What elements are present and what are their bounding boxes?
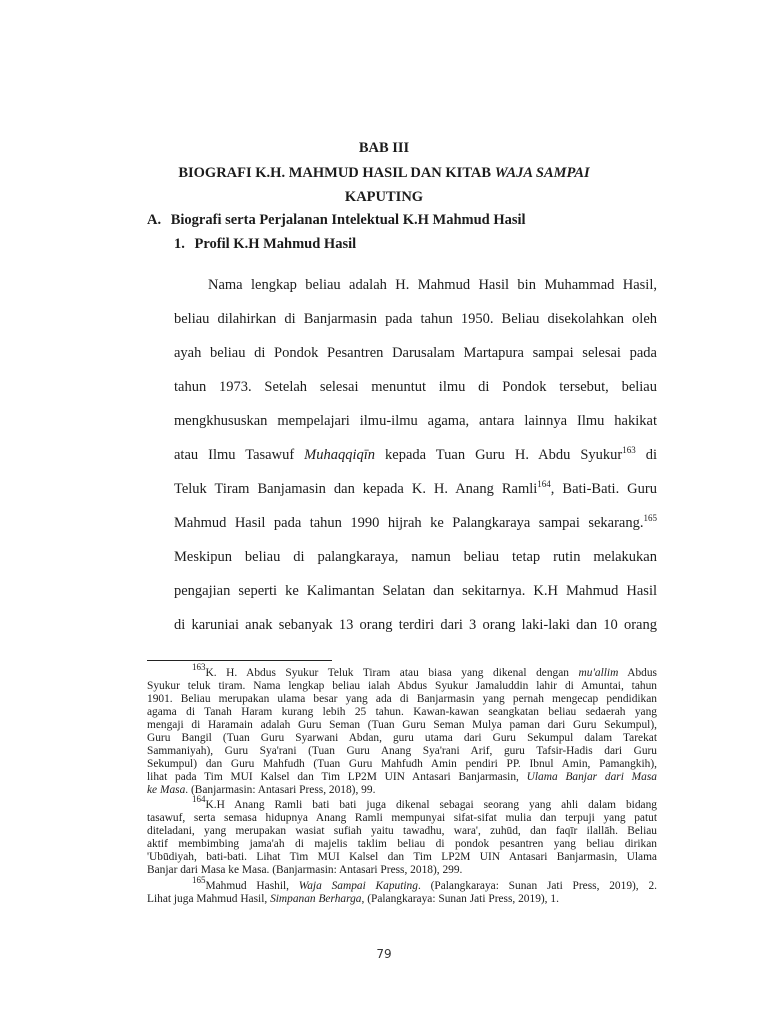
body-line-6 (174, 446, 657, 464)
footnote-text: K.H Anang Ramli bati bati juga dikenal sebagai seorang yang ahli dalam bidang (205, 799, 657, 811)
footnote-italic: ke Masa (147, 784, 186, 796)
footnote-text: , (Palangkaraya: Sunan Jati Press, 2019), 1. (361, 893, 559, 905)
footnote-italic: mu'allim (578, 667, 619, 679)
footnote-text: Mahmud Hashil, (205, 880, 299, 892)
body-line-7 (174, 480, 657, 498)
subsection-1-marker: 1. (174, 236, 185, 252)
footnote-ref-164[interactable]: 164 (537, 479, 551, 489)
chapter-title-line2: KAPUTING (344, 189, 424, 205)
body-line-9: Meskipun beliau di palangkaraya, namun beliau tetap rutin melakukan (174, 549, 657, 565)
footnote-164-line-6: Banjar dari Masa ke Masa. (Banjarmasin: Antasari Press, 2018), 299. (147, 864, 463, 876)
body-line-2: beliau dilahirkan di Banjarmasin pada tahun 1950. Beliau disekolahkan oleh (174, 311, 657, 327)
footnote-164-line-4: aktif membimbing jama'ah di majelis taklim beliau di pondok pesantren yang beliau dirikan (147, 838, 657, 850)
body-line-8 (174, 514, 657, 532)
footnote-163-line-1 (192, 662, 657, 680)
body-text: Teluk Tiram Banjamasin dan kepada K. H. Anang Ramli (174, 481, 538, 497)
footnote-164-line-2: tasawuf, serta semasa hidupnya Anang Ramli mempunyai sifat-sifat mulia dan terpuji yang patut (147, 812, 657, 824)
footnote-163-line-7: Sammaniyah), Guru Sya'rani (Tuan Guru Anang Sya'rani Arif, guru Tafsir-Hadis dari Guru (147, 745, 657, 757)
footnote-italic: Ulama Banjar dari Masa (526, 771, 657, 783)
footnote-163-line-5: mengaji di Haramain adalah Guru Seman (Tuan Guru Seman Mulya paman dari Guru Sekumpul), (147, 719, 657, 731)
body-italic-term: Muhaqqiqīn (304, 447, 376, 463)
footnote-ref-163[interactable]: 163 (622, 445, 636, 455)
subsection-1-text: Profil K.H Mahmud Hasil (194, 236, 357, 252)
footnote-text: Lihat juga Mahmud Hasil, (147, 893, 271, 905)
body-text: , Bati-Bati. Guru (550, 481, 657, 497)
footnote-163-line-4: agama di Tanah Haram kurang lebih 25 tahun. Kawan-kawan seangkatan beliau sedaerah yang (147, 706, 657, 718)
page-number: 79 (376, 947, 392, 961)
chapter-title (0, 165, 768, 182)
body-line-4: tahun 1973. Setelah selesai menuntut ilmu di Pondok tersebut, beliau (174, 379, 657, 395)
footnote-text: Abdus (618, 667, 657, 679)
footnote-164-line-1 (192, 794, 657, 812)
chapter-number: BAB III (358, 140, 410, 156)
footnote-number: 163 (192, 662, 206, 672)
body-line-10: pengajian seperti ke Kalimantan Selatan dan sekitarnya. K.H Mahmud Hasil (174, 583, 657, 599)
subsection-1-heading (174, 236, 356, 253)
body-text: di (635, 447, 657, 463)
footnote-165-line-2 (147, 893, 657, 906)
footnote-163-line-6: Guru Bangil (Tuan Guru Syarwani Abdan, guru utama dari Guru Sekumpul dalam Tarekat (147, 732, 657, 744)
section-a-heading (147, 212, 526, 229)
footnote-164-line-3: diteladani, yang merupakan wasiat sufiah yaitu tawadhu, wara', zuhūd, dan faqīr ilallāh. Beliau (147, 825, 657, 837)
footnote-text: K. H. Abdus Syukur Teluk Tiram atau biasa yang dikenal dengan (205, 667, 579, 679)
section-a-text: Biografi serta Perjalanan Intelektual K.H Mahmud Hasil (170, 212, 526, 228)
footnote-text: . (Banjarmasin: Antasari Press, 2018), 99. (185, 784, 376, 796)
footnote-165-line-1 (192, 875, 657, 893)
footnote-164-line-5: 'Ubūdiyah, bati-bati. Lihat Tim MUI Kalsel dan Tim LP2M UIN Antasari Banjarmasin, Ulama (147, 851, 657, 863)
chapter-title-main: BIOGRAFI K.H. MAHMUD HASIL DAN KITAB (178, 165, 495, 181)
body-line-5: mengkhususkan mempelajari ilmu-ilmu agama, antara lainnya Ilmu hakikat (174, 413, 657, 429)
footnote-number: 165 (192, 875, 206, 885)
section-a-marker: A. (147, 212, 162, 228)
footnote-ref-165[interactable]: 165 (643, 513, 657, 523)
body-line-1: Nama lengkap beliau adalah H. Mahmud Hasil bin Muhammad Hasil, (208, 277, 657, 293)
footnote-italic: Simpanan Berharga (270, 893, 362, 905)
footnote-163-line-10 (147, 784, 657, 797)
footnote-italic: Waja Sampai Kaputing (298, 880, 418, 892)
footnote-163-line-3: 1901. Beliau merupakan ulama besar yang ada di Banjarmasin yang pernah mengecap pendidikan (147, 693, 657, 705)
body-text: kepada Tuan Guru H. Abdu Syukur (375, 447, 623, 463)
footnote-163-line-9 (147, 771, 657, 784)
footnote-number: 164 (192, 794, 206, 804)
chapter-title-italic: WAJA SAMPAI (494, 165, 590, 181)
footnote-163-line-8: Sekumpul) dan Guru Mahfudh (Tuan Guru Mahfudh Amin pendiri PP. Ibnul Amin, Pamangkih), (147, 758, 657, 770)
footnote-text: . (Palangkaraya: Sunan Jati Press, 2019), 2. (417, 880, 657, 892)
footnote-163-line-2: Syukur teluk tiram. Nama lengkap beliau ialah Abdus Syukur Jamaluddin lahir di Amuntai, tahun (147, 680, 657, 692)
body-text: atau Ilmu Tasawuf (174, 447, 305, 463)
footnote-separator (147, 660, 332, 661)
body-line-3: ayah beliau di Pondok Pesantren Darusalam Martapura sampai selesai pada (174, 345, 657, 361)
body-text: Mahmud Hasil pada tahun 1990 hijrah ke Palangkaraya sampai sekarang. (174, 515, 644, 531)
body-line-11: di karuniai anak sebanyak 13 orang terdiri dari 3 orang laki-laki dan 10 orang (174, 617, 657, 633)
footnote-text: lihat pada Tim MUI Kalsel dan Tim LP2M UIN Antasari Banjarmasin, (147, 771, 527, 783)
